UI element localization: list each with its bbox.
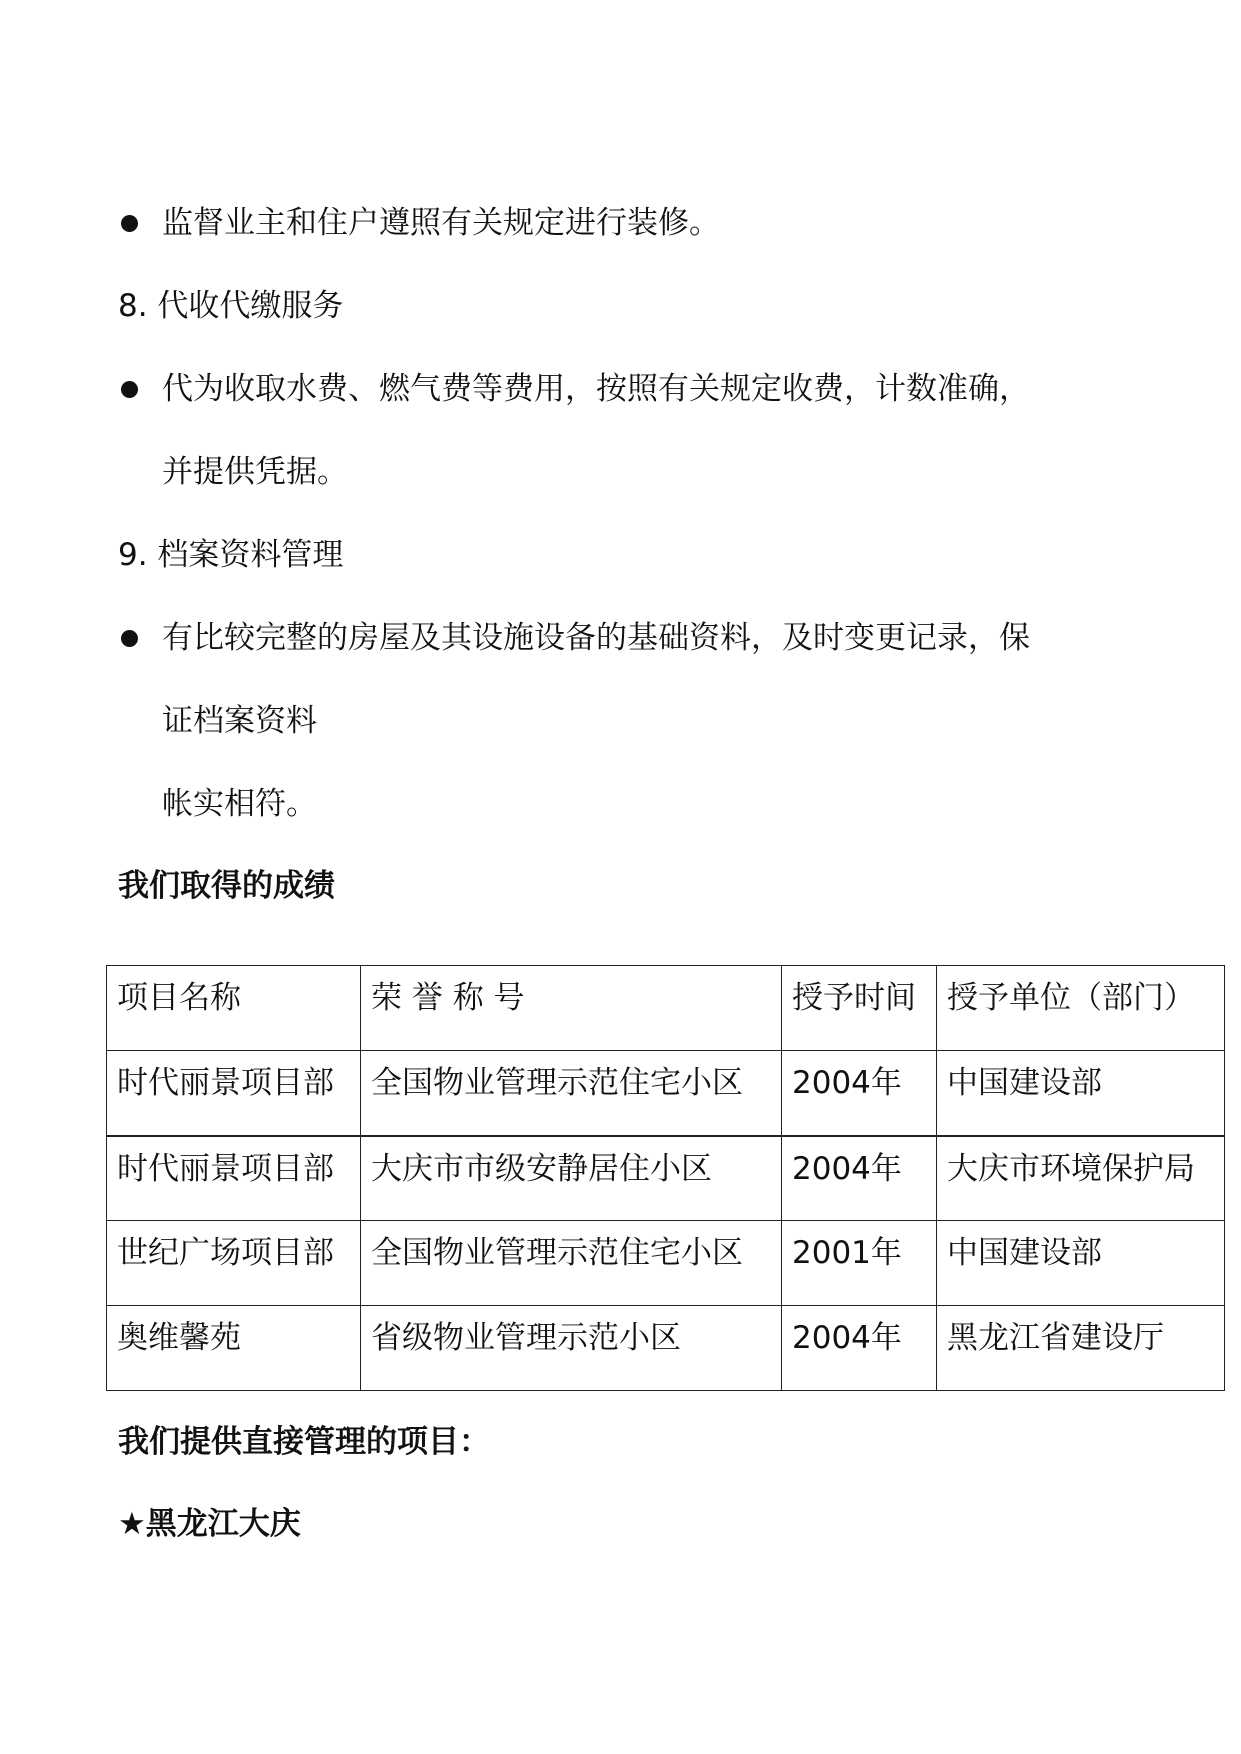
table-cell-issuer: 中国建设部: [937, 1051, 1225, 1136]
bullet-dot: [121, 215, 138, 232]
bullet-dot: [121, 630, 138, 647]
awards-table: [106, 965, 1225, 1391]
section-heading-8: 8. 代收代缴服务: [118, 288, 344, 324]
table-cell-project: 时代丽景项目部: [107, 1136, 361, 1221]
table-cell-year: 2004年: [782, 1136, 937, 1221]
table-header-cell: 授予单位（部门）: [937, 966, 1225, 1051]
bullet-archive-line3: 帐实相符。: [162, 786, 317, 822]
projects-heading: 我们提供直接管理的项目：: [118, 1424, 490, 1460]
section-heading-9: 9. 档案资料管理: [118, 537, 344, 573]
table-cell-year: 2004年: [782, 1051, 937, 1136]
table-cell-issuer: 大庆市环境保护局: [937, 1136, 1225, 1221]
table-cell-project: 世纪广场项目部: [107, 1221, 361, 1306]
table-cell-honor: 全国物业管理示范住宅小区: [361, 1221, 782, 1306]
table-cell-honor: 大庆市市级安静居住小区: [361, 1136, 782, 1221]
table-row: [107, 1306, 1225, 1391]
bullet-archive-line2: 证档案资料: [162, 703, 317, 739]
table-header-cell: 荣 誉 称 号: [361, 966, 782, 1051]
table-cell-honor: 全国物业管理示范住宅小区: [361, 1051, 782, 1136]
table-cell-year: 2001年: [782, 1221, 937, 1306]
table-header-cell: 项目名称: [107, 966, 361, 1051]
bullet-archive-line1: 有比较完整的房屋及其设施设备的基础资料，及时变更记录，保: [162, 620, 1030, 656]
table-header-cell: 授予时间: [782, 966, 937, 1051]
region-heading: ★黑龙江大庆: [118, 1506, 301, 1542]
achievements-heading: 我们取得的成绩: [118, 868, 335, 904]
table-row: [107, 1136, 1225, 1221]
bullet-supervise-text: 监督业主和住户遵照有关规定进行装修。: [162, 205, 720, 241]
table-cell-year: 2004年: [782, 1306, 937, 1391]
bullet-dot: [121, 381, 138, 398]
table-cell-issuer: 中国建设部: [937, 1221, 1225, 1306]
bullet-collect-line2: 并提供凭据。: [162, 454, 348, 490]
table-row: [107, 1051, 1225, 1136]
table-cell-project: 奥维馨苑: [107, 1306, 361, 1391]
bullet-collect-line1: 代为收取水费、燃气费等费用，按照有关规定收费，计数准确，: [162, 371, 1030, 407]
table-row: [107, 1221, 1225, 1306]
table-cell-issuer: 黑龙江省建设厅: [937, 1306, 1225, 1391]
table-header-row: [107, 966, 1225, 1051]
table-cell-honor: 省级物业管理示范小区: [361, 1306, 782, 1391]
table-cell-project: 时代丽景项目部: [107, 1051, 361, 1136]
